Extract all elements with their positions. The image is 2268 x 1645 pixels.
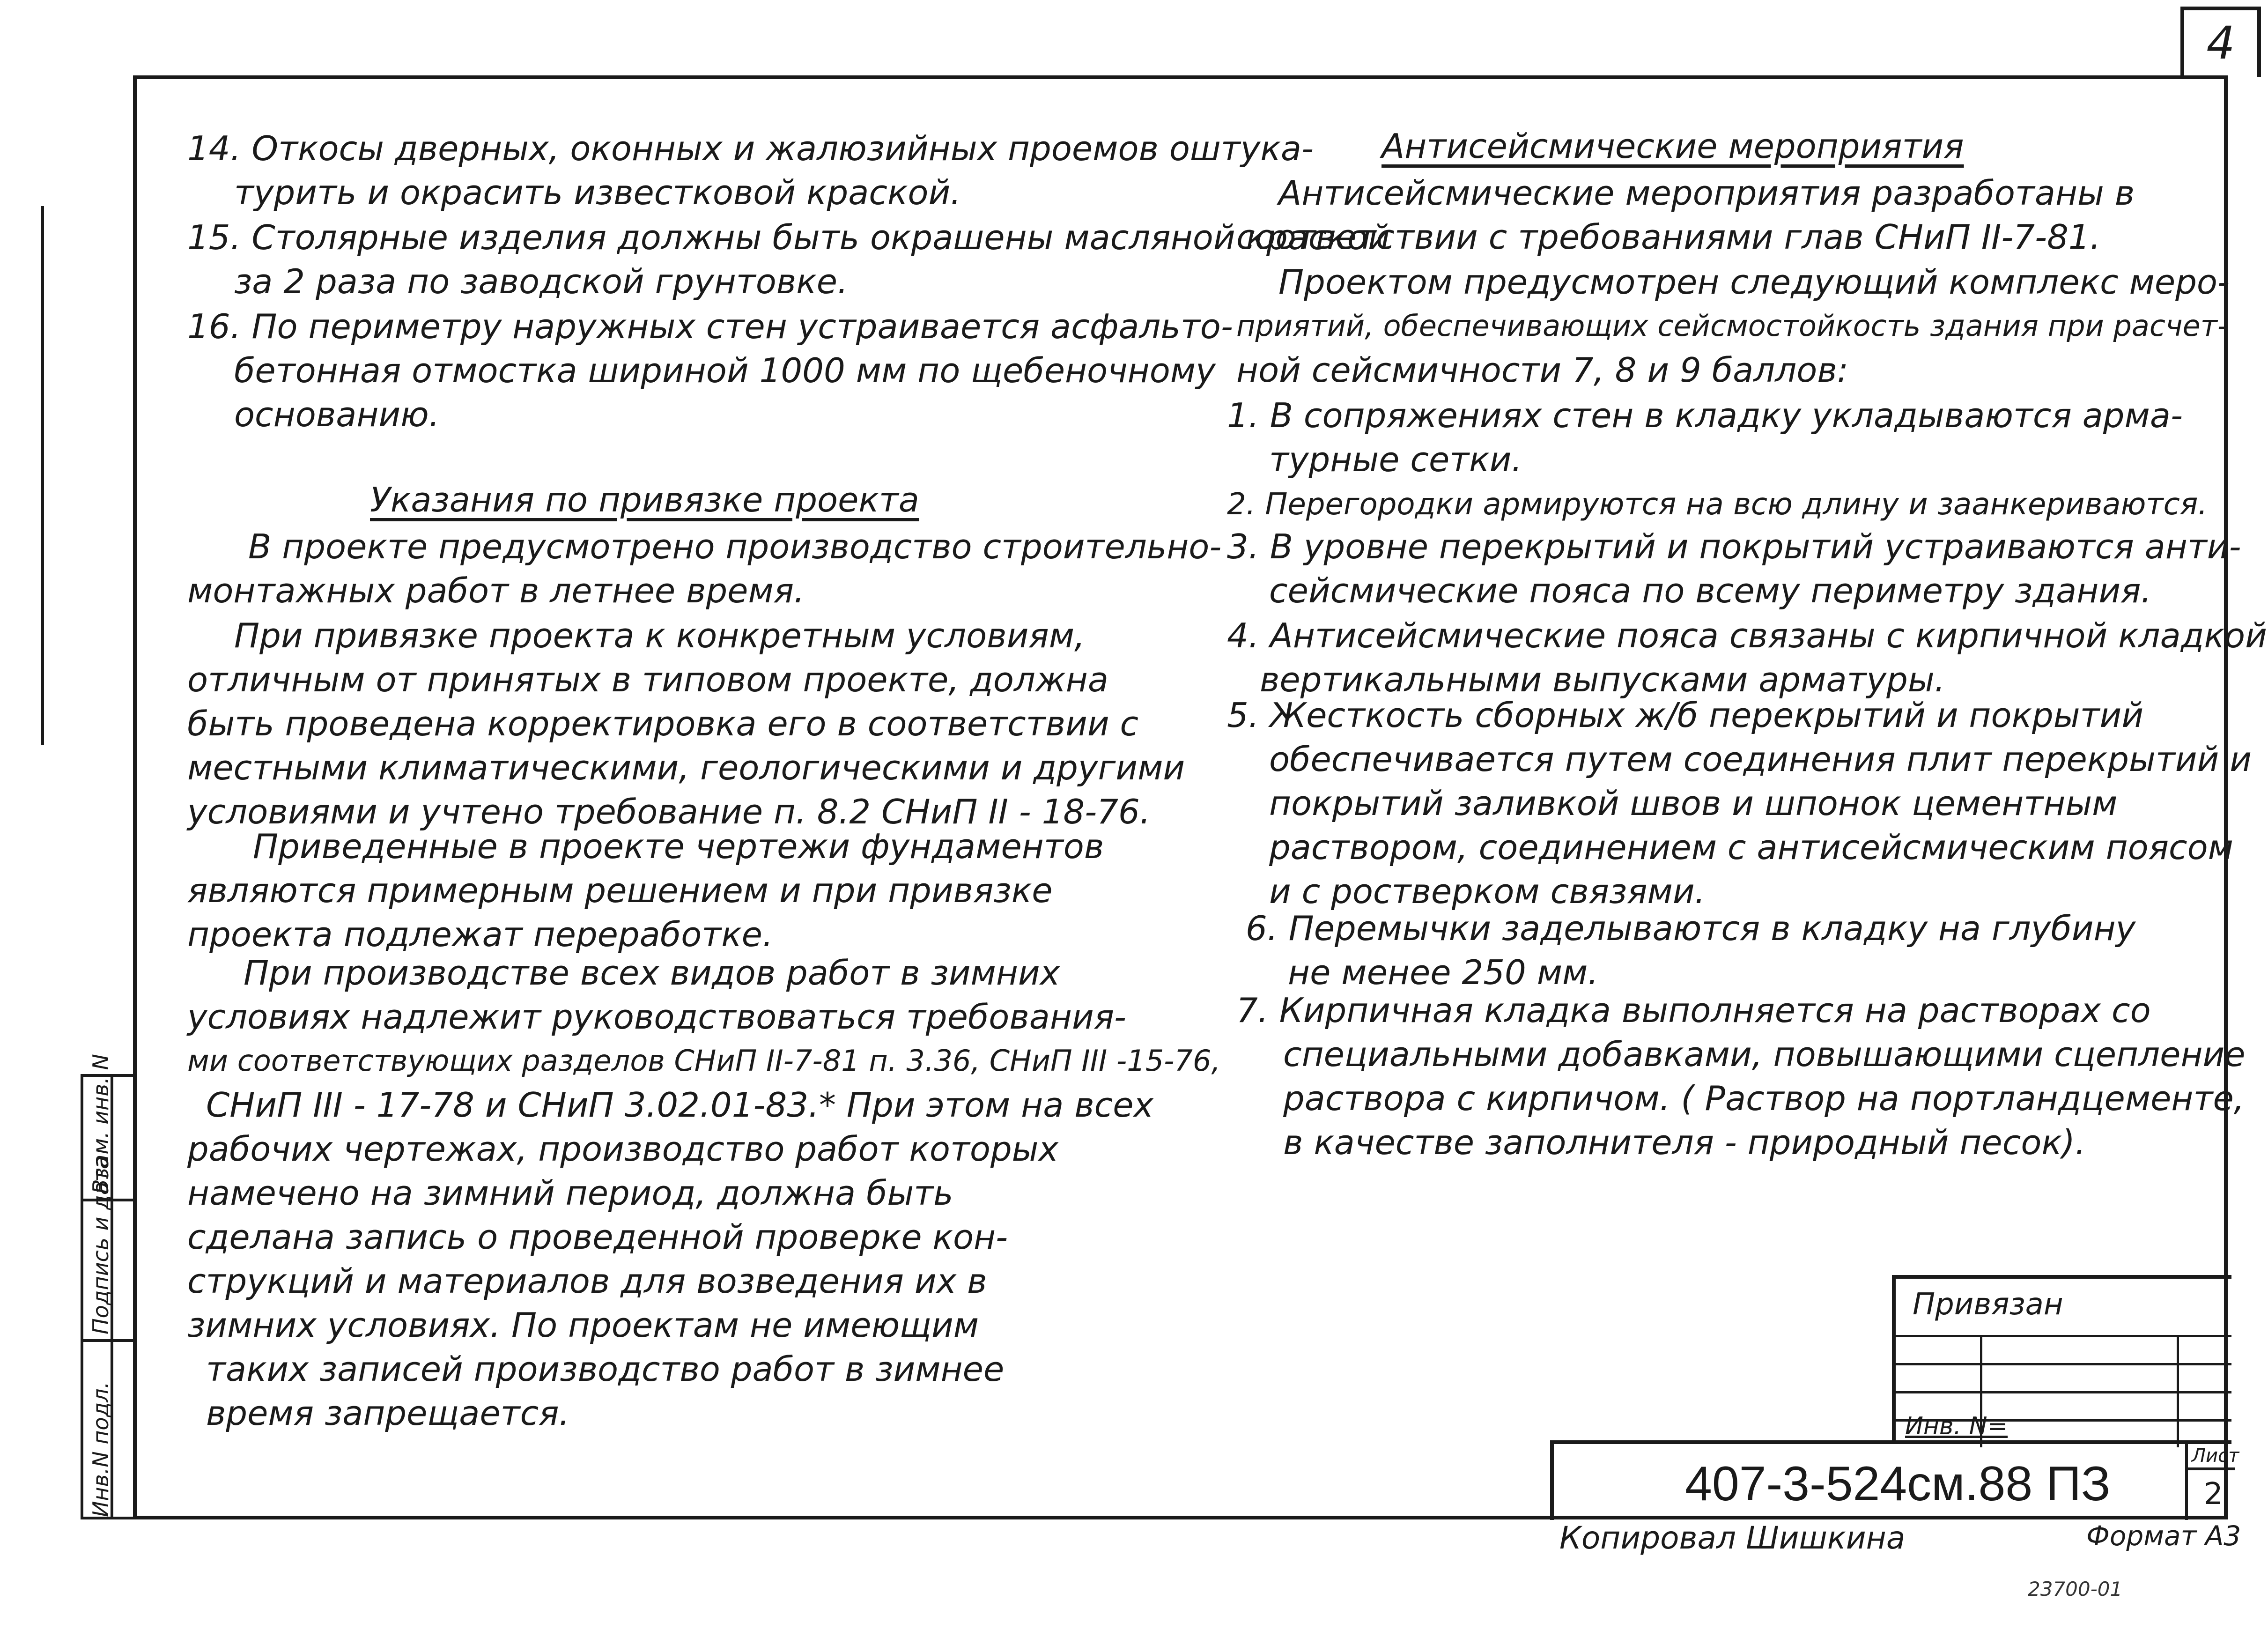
seismic-intro-1: Антисейсмические мероприятия разработаны в соответствии с требованиями глав СНиП II-7-81. [1236, 173, 2135, 257]
grid-line [1896, 1391, 2231, 1393]
note-item-16: 16. По периметру наружных стен устраивается асфальто- бетонная отмостка шириной 1000 мм по щебеночному основанию. [187, 307, 1233, 434]
format-label: Формат А3 [2086, 1520, 2241, 1552]
seismic-intro-2: Проектом предусмотрен следующий комплекс меро- приятий, обеспечивающих сейсмостойкость здания при расчет- ной сейсмичности 7, 8 и 9 баллов: [1236, 262, 2230, 390]
binding-paragraph-3: Приведенные в проекте чертежи фундаментов являются примерным решением и при привязке проекта подлежат переработке. [187, 827, 1104, 954]
binding-paragraph-1: В проекте предусмотрено производство строительно- монтажных работ в летнее время. [187, 527, 1222, 610]
grid-line [1896, 1335, 2231, 1337]
page-number: 4 [2180, 7, 2261, 77]
stamp-strip-divider [83, 1339, 134, 1342]
seismic-item-6: 6. Перемычки заделываются в кладку на глубину не менее 250 мм. [1246, 909, 2136, 992]
section-heading-binding: Указания по привязке проекта [370, 480, 919, 519]
side-rule [41, 206, 44, 745]
strip-label-signature: Подпись и дата [88, 1156, 113, 1334]
title-block [1550, 1440, 2239, 1520]
grid-line [1896, 1363, 2231, 1365]
strip-label-inv-orig: Инв.N подл. [88, 1381, 113, 1517]
sheet-number: 2 [2204, 1477, 2223, 1512]
note-item-15: 15. Столярные изделия должны быть окрашены масляной краской за 2 раза по заводской грунтовке. [187, 218, 1390, 301]
grid-line [2177, 1335, 2179, 1447]
seismic-item-1: 1. В сопряжениях стен в кладку укладываются арма- турные сетки. [1227, 396, 2183, 479]
attachment-title: Привязан [1913, 1287, 2063, 1322]
seismic-item-2: 2. Перегородки армируются на всю длину и заанкериваются. [1227, 487, 2208, 522]
strip-label-replace-inv: Взам. инв. N [88, 1054, 113, 1194]
section-heading-seismic: Антисейсмические мероприятия [1381, 126, 1964, 166]
copied-by: Копировал Шишкина [1559, 1520, 1906, 1556]
inventory-number-label: Инв. N= [1905, 1412, 2008, 1440]
binding-paragraph-2: При привязке проекта к конкретным условиям, отличным от принятых в типовом проекте, должна быть проведена корректировка его в соответствии с местными климатическими, геологическими и другими условиями и учтено требование п. 8.2 СНиП II - 18-76. [187, 616, 1185, 831]
document-code: 407-3-524см.88 ПЗ [1685, 1457, 2111, 1511]
note-item-14: 14. Откосы дверных, оконных и жалюзийных проемов оштука- турить и окрасить известковой краской. [187, 129, 1314, 212]
binding-paragraph-4: При производстве всех видов работ в зимних условиях надлежит руководствоваться требования- ми соответствующих разделов СНиП II-7-81 п. 3.36, СНиП III -15-76, СНиП III - 17-78 и СНиП 3.02.01-83.* При этом на всех рабочих чертежах, производство работ которых намечено на зимний период, должна быть сделана запись о проведенной проверке кон- струкций и материалов для возведения их в зимних условиях. По проектам не имеющим таких записей производство работ в зимнее время запрещается. [187, 953, 1221, 1433]
seismic-item-4: 4. Антисейсмические пояса связаны с кирпичной кладкой вертикальными выпусками арматуры. [1227, 616, 2267, 699]
stamp-id: 23700-01 [2028, 1578, 2123, 1601]
seismic-item-5: 5. Жесткость сборных ж/б перекрытий и покрытий обеспечивается путем соединения плит перекрытий и покрытий заливкой швов и шпонок цементным раствором, соединением с антисейсмическим поясом и с ростверком связями. [1227, 696, 2252, 911]
attachment-block [1892, 1275, 2231, 1444]
sheet-number-box [2185, 1444, 2239, 1520]
stamp-strip [81, 1054, 137, 1519]
seismic-item-7: 7. Кирпичная кладка выполняется на растворах со специальными добавками, повышающими сцепление раствора с кирпичом. ( Раствор на портландцементе, в качестве заполнителя - природный песок). [1236, 991, 2246, 1162]
sheet-label: Лист [2192, 1445, 2239, 1467]
seismic-item-3: 3. В уровне перекрытий и покрытий устраиваются анти- сейсмические пояса по всему периметру здания. [1227, 527, 2241, 610]
sheet-label-divider [2188, 1467, 2235, 1470]
